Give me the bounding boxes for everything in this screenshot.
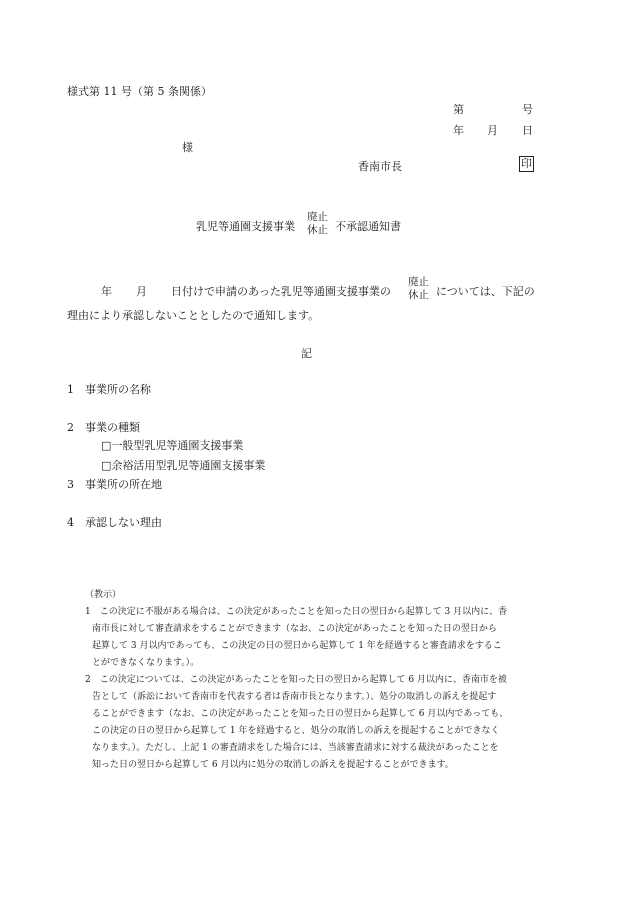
title-option-stack [307, 211, 328, 237]
issuer: 香南市長 [358, 160, 402, 173]
item-4: 4 承認しない理由 [67, 516, 162, 529]
body-month: 月 [136, 285, 147, 298]
note2-line5: なります。）。ただし、上記 1 の審査請求をした場合には、当該審査請求に対する裁決があったことを [92, 743, 499, 753]
notes-heading: （教示） [85, 590, 122, 600]
seal-mark [519, 156, 534, 172]
body-year: 年 [101, 285, 112, 298]
item-3: 3 事業所の所在地 [67, 478, 162, 491]
note2-line6: 知った日の翌日から起算して 6 月以内に処分の取消しの訴えを提起することができます。 [92, 760, 454, 770]
date-year: 年 [453, 124, 464, 137]
form-label: 様式第 11 号（第 5 条関係） [67, 85, 212, 98]
note1-line2: 南市長に対して審査請求をすることができます（なお、この決定があったことを知った日の翌日から [92, 624, 497, 634]
title-option-top: 廃止 [307, 211, 328, 223]
body-line1-text: 日付けで申請のあった乳児等通園支援事業の [171, 285, 391, 298]
body-line1-tail: については、下記の [436, 285, 535, 298]
option-2: □余裕活用型乳児等通園支援事業 [101, 459, 266, 472]
item-2: 2 事業の種類 [67, 421, 140, 434]
note1-line3: 起算して 3 月以内であっても、この決定の日の翌日から起算して 1 年を経過すると審査請求をするこ [92, 641, 502, 651]
item-1: 1 事業所の名称 [67, 383, 151, 396]
note2-line3: ることができます（なお、この決定があったことを知った日の翌日から起算して 6 月以内であっても、 [92, 709, 509, 719]
note1-line4: とができなくなります。）。 [92, 658, 200, 668]
body-option-bottom: 休止 [408, 289, 429, 301]
body-option-top: 廃止 [408, 276, 429, 288]
date-month: 月 [487, 124, 498, 137]
note1-line1: 1 この決定に不服がある場合は、この決定があったことを知った日の翌日から起算して 3 月以内に、香 [85, 607, 508, 617]
date-day: 日 [522, 124, 533, 137]
note2-line4: この決定の日の翌日から起算して 1 年を経過すると、処分の取消しの訴えを提起することができなく [92, 726, 500, 736]
note2-line1: 2 この決定については、この決定があったことを知った日の翌日から起算して 6 月以内に、香南市を被 [85, 675, 507, 685]
note2-line2: 告として（訴訟において香南市を代表する者は香南市長となります。）、処分の取消しの訴えを提起す [92, 692, 497, 702]
title-before: 乳児等通園支援事業 [196, 220, 295, 233]
ki-heading: 記 [301, 347, 312, 360]
title-after: 不承認通知書 [335, 220, 401, 233]
option-1: □一般型乳児等通園支援事業 [101, 439, 244, 452]
body-option-stack [408, 276, 429, 302]
title-option-bottom: 休止 [307, 224, 328, 236]
number-suffix: 号 [522, 103, 533, 116]
seal-text: 印 [521, 157, 532, 170]
addressee-suffix: 様 [182, 141, 193, 154]
number-prefix: 第 [453, 103, 464, 116]
body-line2: 理由により承認しないこととしたので通知します。 [67, 309, 320, 322]
